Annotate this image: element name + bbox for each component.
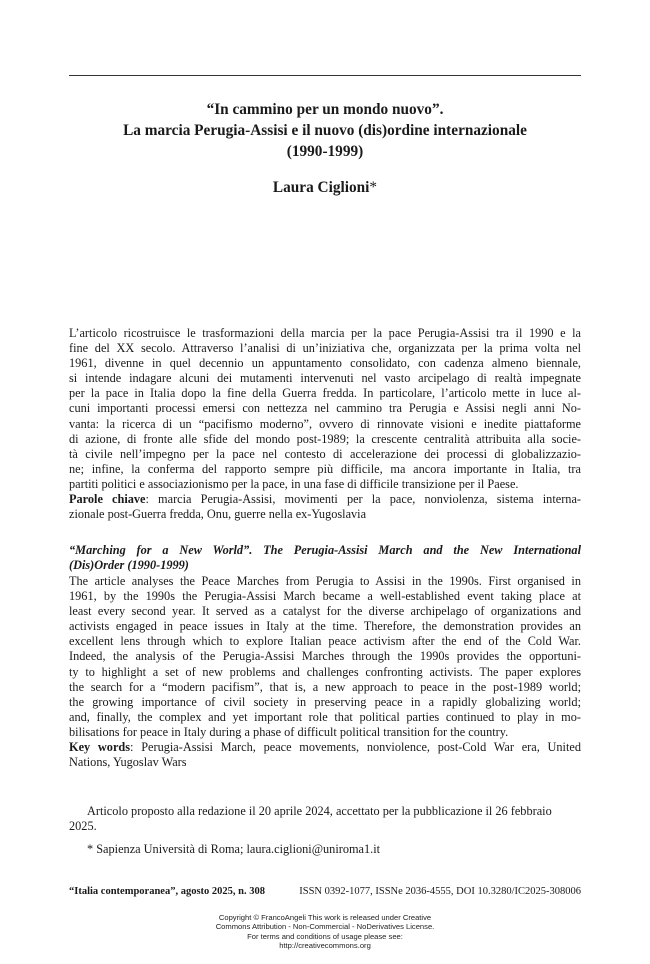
title-line-3: (1990-1999)	[286, 143, 364, 160]
abstract-it-line: fine del XX secolo. Attraverso l’analisi di un’iniziativa che, organizzata per la prima volta nel	[69, 341, 581, 356]
keywords-en-line-2: Nations, Yugoslav Wars	[69, 755, 187, 770]
abstract-en-line: The article analyses the Peace Marches from Perugia to Assisi in the 1990s. First organised in	[69, 574, 581, 588]
copyright-line: For terms and conditions of usage please see:	[247, 931, 403, 941]
author-name: Laura Ciglioni	[272, 179, 370, 196]
abstract-en-line: least every second year. It served as a catalyst for the diverse archipelago of organizations and	[69, 604, 581, 619]
article-title	[69, 99, 581, 162]
submission-note-cont	[69, 819, 581, 834]
english-title-line-2: (Dis)Order (1990-1999)	[69, 558, 189, 573]
submission-line-2: 2025.	[69, 819, 97, 833]
english-title-line-1: “Marching for a New World”. The Perugia-Assisi March and the New International	[69, 543, 581, 557]
abstract-it-line: L’articolo ricostruisce le trasformazioni della marcia per la pace Perugia-Assisi tra il 1990 e la	[69, 326, 581, 340]
title-line-1: “In cammino per un mondo nuovo”.	[206, 101, 444, 118]
copyright-line: Commons Attribution - Non-Commercial - NoDerivatives License.	[215, 922, 435, 932]
keywords-en-line-1	[69, 740, 581, 755]
abstract-it-line: tà civile nell’impegno per la pace nel contesto di accelerazione dei processi di globalizzazio-	[69, 446, 581, 461]
keywords-it-label: Parole chiave	[69, 492, 146, 507]
abstract-en-line: excellent lens through which to explore Italian peace activism after the end of the Cold War.	[69, 634, 581, 649]
abstract-en-line: bilisations for peace in Italy during a phase of difficult political transition for the country.	[69, 724, 509, 739]
abstract-it-line: si intende indagare alcuni dei mutamenti intervenuti nel vasto arcipelago di realtà impegnate	[69, 371, 581, 386]
keywords-it-line-2: zionale post-Guerra fredda, Onu, guerre nella ex-Yugoslavia	[69, 507, 367, 522]
submission-note	[87, 804, 581, 819]
abstract-en-line: 1961, by the 1990s the Perugia-Assisi March became a well-established event taking place at	[69, 589, 581, 604]
title-line-2: La marcia Perugia-Assisi e il nuovo (dis)ordine internazionale	[123, 122, 527, 139]
abstract-it-line: cuni importanti processi emersi con nettezza nel cammino tra Perugia e Assisi negli anni No-	[69, 401, 581, 416]
abstract-en-line: Indeed, the analysis of the Perugia-Assisi Marches through the 1990s provides the opportuni-	[69, 649, 581, 664]
affiliation-text: * Sapienza Università di Roma; laura.ciglioni@uniroma1.it	[87, 842, 381, 856]
journal-citation: “Italia contemporanea”, agosto 2025, n. 308	[69, 886, 265, 897]
abstract-en-line: the search for a “modern pacifism”, that is, a new approach to peace in the post-1989 world;	[69, 679, 581, 694]
keywords-en-label: Key words	[69, 740, 131, 755]
author-footnote-mark: *	[369, 179, 378, 196]
header-rule	[69, 75, 581, 76]
affiliation-footnote	[87, 842, 599, 857]
abstract-it-line: partiti politici e associazionismo per la pace, in una fase di difficile transizione per il Paese.	[69, 476, 519, 491]
issn-doi: ISSN 0392-1077, ISSNe 2036-4555, DOI 10.3280/IC2025-308006	[299, 886, 581, 897]
abstract-it-line: 1961, divenne in quel decennio un appuntamento consolidato, con cadenza almeno biennale,	[69, 356, 581, 371]
abstract-it-line: di azione, di fronte alle sfide del mondo post-1989; la crescente centralità attribuita alla socie-	[69, 431, 581, 446]
abstract-italian	[69, 326, 581, 522]
abstract-en-line: and, finally, the complex and yet important role that political parties continued to play in mo-	[69, 709, 581, 724]
keywords-en-text: : Perugia-Assisi March, peace movements, nonviolence, post-Cold War era, United	[130, 740, 581, 755]
keywords-it-text: : marcia Perugia-Assisi, movimenti per la pace, nonviolenza, sistema interna-	[145, 492, 581, 507]
keywords-it-line-1	[69, 492, 581, 507]
abstract-en-line: the growing importance of civil society in preserving peace in a rapidly globalizing world;	[69, 694, 581, 709]
author	[69, 178, 581, 198]
abstract-en-line: ty to highlight a set of new problems and challenges confronting activists. The paper explores	[69, 664, 581, 679]
copyright-notice	[0, 913, 650, 950]
abstract-en-line: activists engaged in peace issues in Italy at the time. Therefore, the demonstration provides an	[69, 619, 581, 634]
abstract-it-line: ne; infine, la conferma del rapporto sempre più difficile, ma ancora importante in Italia, tra	[69, 461, 581, 476]
submission-line-1: Articolo proposto alla redazione il 20 aprile 2024, accettato per la pubblicazione il 26 febbraio	[87, 804, 552, 818]
abstract-it-line: per la pace in Italia dopo la fine della Guerra fredda. In particolare, l’articolo mette in luce al-	[69, 386, 581, 401]
copyright-link[interactable]: http://creativecommons.org	[279, 940, 371, 950]
abstract-english	[69, 574, 581, 770]
copyright-line: Copyright © FrancoAngeli This work is released under Creative	[218, 913, 432, 922]
abstract-it-line: vanta: la ricerca di un “pacifismo moderno”, ovvero di rinnovate visioni e inedite piattaforme	[69, 416, 581, 431]
english-title	[69, 543, 581, 573]
